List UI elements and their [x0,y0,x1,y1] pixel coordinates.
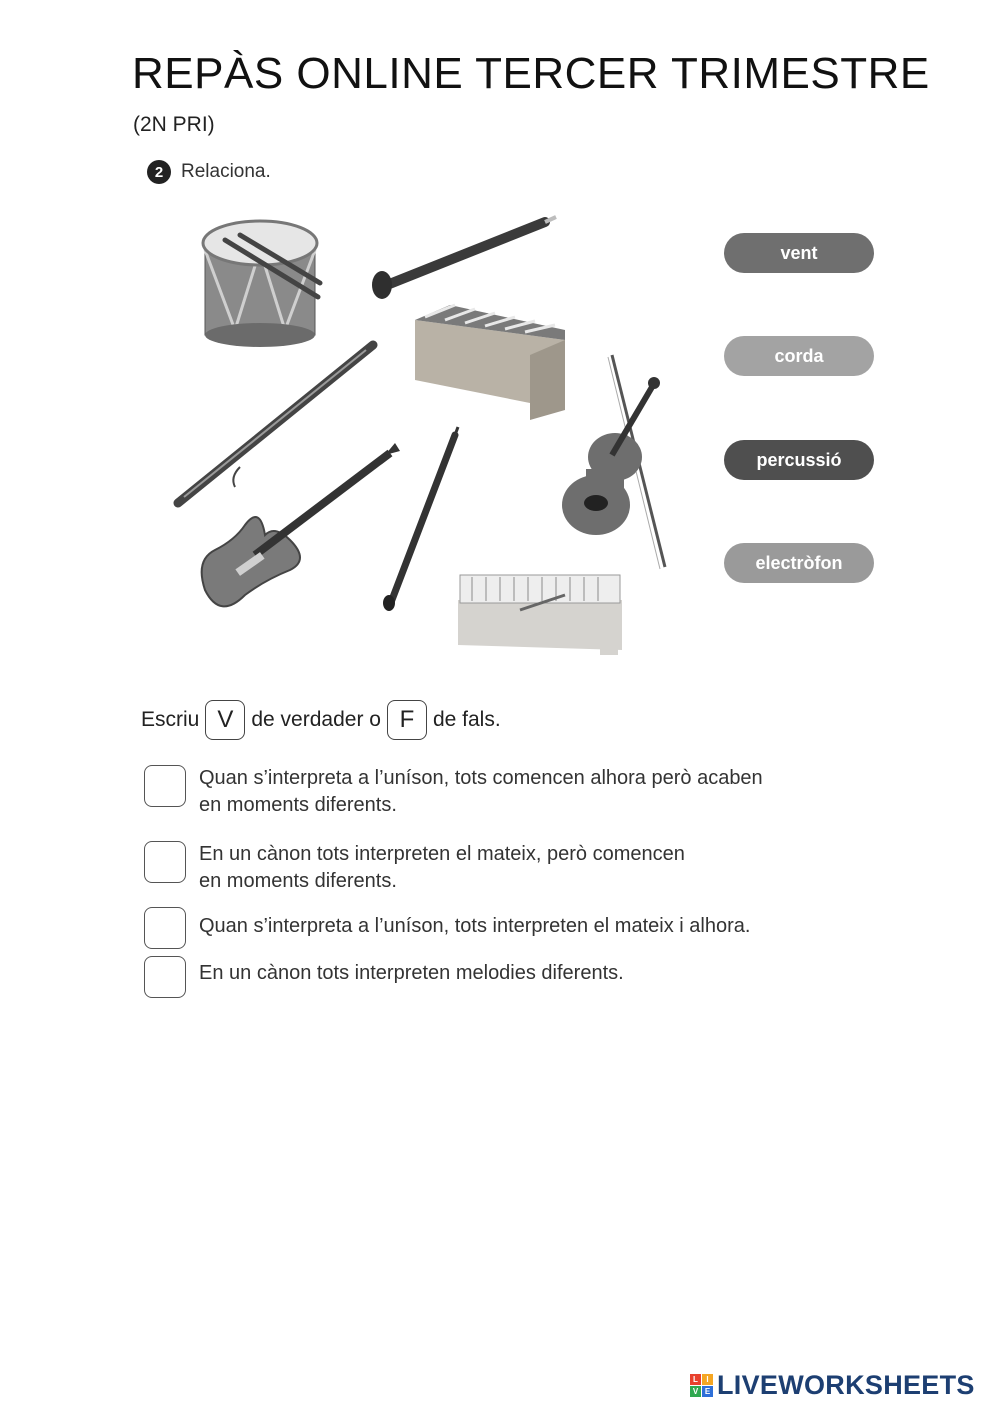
statement-row [144,841,819,895]
v-letter-box: V [205,700,245,740]
oboe-icon [372,217,556,299]
statement-text: Quan s’interpreta a l’uníson, tots interpreten el mateix i alhora. [199,915,751,937]
category-pill-vent[interactable] [724,233,874,273]
xylophone-icon [415,305,565,420]
liveworksheets-logo [690,1370,975,1401]
answer-box[interactable] [144,765,186,807]
exercise-instruction: Relaciona. [181,161,271,182]
category-pill-corda[interactable] [724,336,874,376]
metallophone-icon [458,575,622,655]
category-label: electròfon [755,552,843,573]
page-subtitle: (2N PRI) [133,113,215,136]
violin-icon [562,355,665,569]
instruction-prefix: Escriu [141,708,200,731]
category-label: vent [780,242,818,263]
instruments-illustration [160,205,680,665]
bassoon-icon [178,345,373,503]
statement-row [144,956,819,998]
statement-text: En un cànon tots interpreten melodies diferents. [199,962,624,984]
answer-box[interactable] [144,907,186,949]
instruction-suffix: de fals. [432,708,501,731]
drum-icon [203,221,320,347]
electric-guitar-icon [202,443,400,606]
category-pill-percussio[interactable] [724,440,874,480]
answer-box[interactable] [144,956,186,998]
true-false-instruction [141,700,501,740]
statement-row [144,907,819,949]
logo-mark-icon: L I V E [690,1374,713,1397]
statement-text: Quan s’interpreta a l’uníson, tots comencen alhora però acaben en moments diferents. [199,767,763,816]
f-letter-box: F [387,700,427,740]
page-title: REPÀS ONLINE TERCER TRIMESTRE [132,49,930,98]
exercise-number-badge: 2 [147,160,171,184]
clarinet-icon [383,427,458,611]
exercise-heading [147,160,271,184]
category-pill-electrofon[interactable] [724,543,874,583]
statement-text: En un cànon tots interpreten el mateix, però comencen en moments diferents. [199,843,685,892]
category-label: corda [774,345,824,366]
statement-row [144,765,819,819]
category-label: percussió [756,449,842,470]
answer-box[interactable] [144,841,186,883]
logo-text: LIVEWORKSHEETS [717,1370,975,1400]
instruction-middle: de verdader o [251,708,381,731]
